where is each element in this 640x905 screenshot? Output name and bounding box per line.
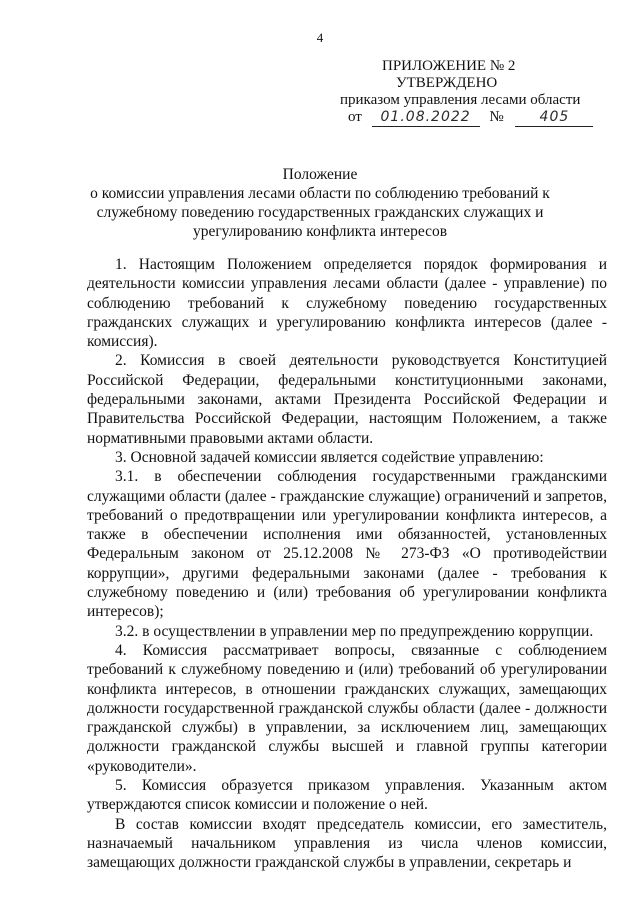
order-label: приказом управления лесами области [340,92,581,108]
paragraph-composition: В состав комиссии входят председатель комиссии, его заместитель, назначаемый начальником управления из числа членов комиссии, замещающих должности гражданской службы в управлении, секретарь и [87,815,607,872]
date-prefix: от [348,109,362,125]
paragraph-3: 3. Основной задачей комиссии является содействие управлению: [115,448,544,466]
paragraph-1: 1. Настоящим Положением определяется порядок формирования и деятельности комиссии управления лесами области (далее - управление) по соблюдению требований к служебному поведению государственных гражданских служащих и урегулированию конфликта интересов (далее - комиссия). [87,256,607,351]
title-heading: Положение [282,166,358,183]
title-subtitle-line: о комиссии управления лесами области по соблюдению требований к [90,185,550,202]
title-subtitle-line: служебному поведению государственных гражданских служащих и [96,204,544,221]
paragraph-4: 4. Комиссия рассматривает вопросы, связанные с соблюдением требований к служебному поведению и (или) требований об урегулировании конфликта интересов, в отношении гражданских служащих, замещающих должности государственной гражданской службы области (далее - должности гражданской службы) в управлении, за исключением лиц, замещающих должности гражданской службы высшей и главной группы категории «руководители». [87,641,607,775]
handwritten-date: 01.08.2022 [372,109,480,127]
paragraph-5: 5. Комиссия образуется приказом управления. Указанным актом утверждаются список комиссии и положение о ней. [87,777,607,814]
appendix-label: ПРИЛОЖЕНИЕ № 2 [382,58,516,74]
paragraph-3-2: 3.2. в осуществлении в управлении мер по предупреждению коррупции. [115,622,594,640]
paragraph-2: 2. Комиссия в своей деятельности руководствуется Конституцией Российской Федерации, федеральными конституционными законами, федеральными законами, актами Президента Российской Федерации и Правительства Российской Федерации, настоящим Положением, а также нормативными правовыми актами области. [87,352,607,447]
title-subtitle-line: урегулированию конфликта интересов [192,223,448,240]
document-body [87,255,607,873]
approved-label: УТВЕРЖДЕНО [396,75,498,91]
paragraph-3-1: 3.1. в обеспечении соблюдения государственными гражданскими служащими области (далее - гражданские служащие) ограничений и запретов, требований о предотвращении или урегулировании конфликта интересов, а также в обеспечении исполнения ими обязанностей, установленных Федеральным законом от 25.12.2008 № 273-ФЗ «О противодействии коррупции», другими федеральными законами (далее - требования к служебному поведению и (или) требования об урегулировании конфликта интересов); [87,468,607,621]
order-date-number [330,109,610,127]
handwritten-number: 405 [515,109,593,127]
number-prefix: № [489,109,504,125]
document-title [60,165,580,241]
page-number: 4 [316,30,324,45]
approval-stamp [330,58,610,127]
